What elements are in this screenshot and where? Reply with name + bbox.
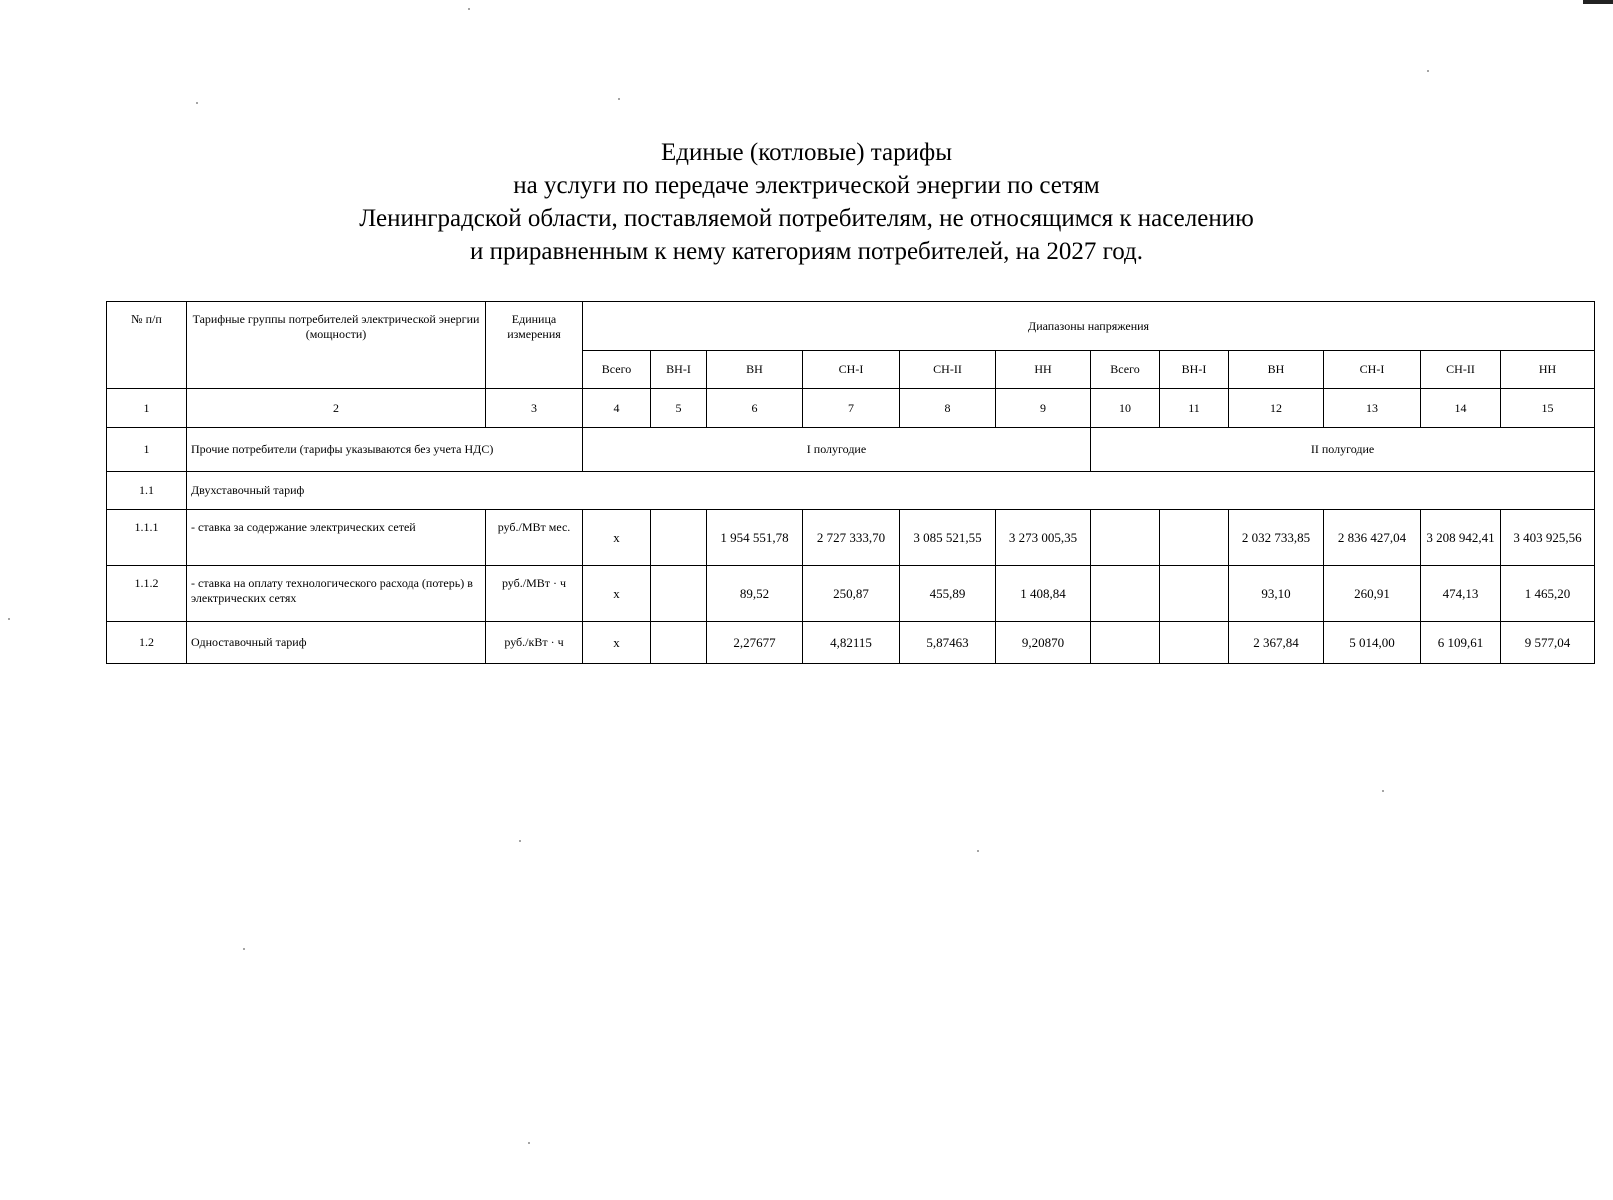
- subheader-cell: НН: [1501, 351, 1595, 389]
- table-row: [107, 566, 1595, 622]
- table-row: [107, 622, 1595, 664]
- row-value: 89,52: [707, 566, 803, 622]
- row-value: 5 014,00: [1324, 622, 1421, 664]
- row-value: 3 085 521,55: [900, 510, 996, 566]
- scan-speck: [8, 618, 10, 620]
- row-value: 5,87463: [900, 622, 996, 664]
- row-value: [1091, 566, 1160, 622]
- title-line-1: Единые (котловые) тарифы: [660, 139, 952, 166]
- row-value: 1 465,20: [1501, 566, 1595, 622]
- row-num: 1.1.1: [107, 510, 187, 566]
- row-value: х: [583, 510, 651, 566]
- col-number: 2: [187, 389, 486, 428]
- col-number: 4: [583, 389, 651, 428]
- row-value: 1 408,84: [996, 566, 1091, 622]
- row-unit: руб./МВт · ч: [486, 566, 583, 622]
- row-value: 455,89: [900, 566, 996, 622]
- section-label: Прочие потребители (тарифы указываются без учета НДС): [187, 428, 583, 472]
- row-value: [651, 510, 707, 566]
- subheader-cell: НН: [996, 351, 1091, 389]
- row-label: Одноставочный тариф: [187, 622, 486, 664]
- row-value: х: [583, 566, 651, 622]
- scan-speck: [1382, 790, 1384, 792]
- row-value: 474,13: [1421, 566, 1501, 622]
- col-number: 12: [1229, 389, 1324, 428]
- table-row: [107, 510, 1595, 566]
- subheader-cell: Всего: [1091, 351, 1160, 389]
- section-num: 1: [107, 428, 187, 472]
- col-number: 13: [1324, 389, 1421, 428]
- row-value: 9 577,04: [1501, 622, 1595, 664]
- row-value: 2 032 733,85: [1229, 510, 1324, 566]
- scan-edge-mark: [1583, 0, 1613, 4]
- col-number: 5: [651, 389, 707, 428]
- row-value: 2 727 333,70: [803, 510, 900, 566]
- header-group: Тарифные группы потребителей электрической энергии (мощности): [187, 302, 486, 389]
- col-number: 15: [1501, 389, 1595, 428]
- subheader-cell: СН-I: [1324, 351, 1421, 389]
- title-line-2: на услуги по передаче электрической энергии по сетям: [513, 172, 1100, 199]
- column-number-row: [107, 389, 1595, 428]
- row-value: 6 109,61: [1421, 622, 1501, 664]
- scan-speck: [528, 1142, 530, 1144]
- scan-speck: [519, 840, 521, 842]
- header-unit: Единица измерения: [486, 302, 583, 389]
- subheader-cell: ВН: [1229, 351, 1324, 389]
- row-value: 250,87: [803, 566, 900, 622]
- row-value: [1160, 566, 1229, 622]
- row-label: - ставка за содержание электрических сетей: [187, 510, 486, 566]
- col-number: 10: [1091, 389, 1160, 428]
- row-value: 9,20870: [996, 622, 1091, 664]
- col-number: 14: [1421, 389, 1501, 428]
- row-value: [1160, 510, 1229, 566]
- subheader-cell: ВН-I: [1160, 351, 1229, 389]
- row-value: 3 273 005,35: [996, 510, 1091, 566]
- row-value: х: [583, 622, 651, 664]
- header-ranges: Диапазоны напряжения: [583, 302, 1595, 351]
- section-row: [107, 428, 1595, 472]
- scan-speck: [977, 850, 979, 852]
- half-year-2: II полугодие: [1091, 428, 1595, 472]
- row-value: [1091, 622, 1160, 664]
- header-row: [107, 302, 1595, 351]
- row-value: 4,82115: [803, 622, 900, 664]
- scan-speck: [196, 102, 198, 104]
- subheader-cell: СН-II: [900, 351, 996, 389]
- scan-speck: [243, 948, 245, 950]
- row-value: 3 403 925,56: [1501, 510, 1595, 566]
- scan-speck: [1427, 70, 1429, 72]
- two-part-num: 1.1: [107, 472, 187, 510]
- col-number: 8: [900, 389, 996, 428]
- row-unit: руб./кВт · ч: [486, 622, 583, 664]
- col-number: 1: [107, 389, 187, 428]
- half-year-1: I полугодие: [583, 428, 1091, 472]
- row-value: 2 836 427,04: [1324, 510, 1421, 566]
- col-number: 9: [996, 389, 1091, 428]
- col-number: 3: [486, 389, 583, 428]
- row-value: 2,27677: [707, 622, 803, 664]
- scan-speck: [618, 98, 620, 100]
- document-title: [0, 136, 1613, 268]
- row-value: 260,91: [1324, 566, 1421, 622]
- title-line-4: и приравненным к нему категориям потребителей, на 2027 год.: [470, 238, 1143, 265]
- title-line-3: Ленинградской области, поставляемой потребителям, не относящимся к населению: [359, 205, 1254, 232]
- row-label: - ставка на оплату технологического расхода (потерь) в электрических сетях: [187, 566, 486, 622]
- col-number: 6: [707, 389, 803, 428]
- row-num: 1.2: [107, 622, 187, 664]
- header-num: № п/п: [107, 302, 187, 389]
- row-value: [1160, 622, 1229, 664]
- subheader-cell: СН-II: [1421, 351, 1501, 389]
- row-value: [651, 622, 707, 664]
- row-value: [1091, 510, 1160, 566]
- row-value: 3 208 942,41: [1421, 510, 1501, 566]
- scan-speck: [468, 8, 470, 10]
- row-value: 2 367,84: [1229, 622, 1324, 664]
- two-part-label: Двухставочный тариф: [187, 472, 1595, 510]
- row-unit: руб./МВт мес.: [486, 510, 583, 566]
- row-num: 1.1.2: [107, 566, 187, 622]
- row-value: [651, 566, 707, 622]
- subheader-cell: СН-I: [803, 351, 900, 389]
- subheader-cell: ВН: [707, 351, 803, 389]
- col-number: 7: [803, 389, 900, 428]
- col-number: 11: [1160, 389, 1229, 428]
- tariff-table: [106, 301, 1595, 664]
- subheader-cell: Всего: [583, 351, 651, 389]
- subheader-cell: ВН-I: [651, 351, 707, 389]
- row-value: 93,10: [1229, 566, 1324, 622]
- two-part-row: [107, 472, 1595, 510]
- row-value: 1 954 551,78: [707, 510, 803, 566]
